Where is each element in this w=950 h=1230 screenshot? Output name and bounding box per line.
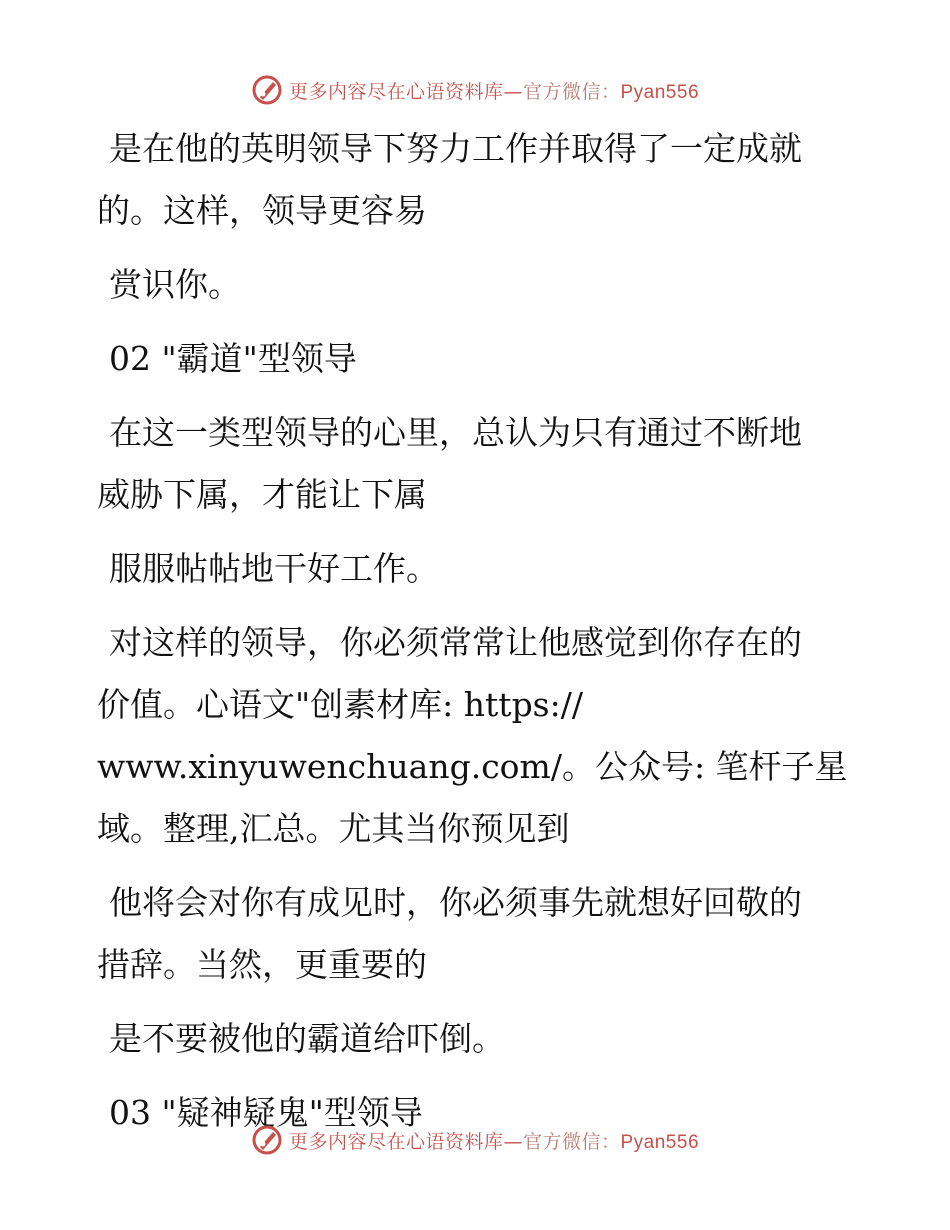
text-line: 服服帖帖地干好工作。 bbox=[109, 549, 439, 588]
footer-banner-main: 更多内容尽在心语资料库 bbox=[288, 1130, 504, 1153]
paragraph-gap bbox=[97, 996, 837, 1008]
text-line: 的。这样，领导更容易 bbox=[97, 191, 427, 230]
paragraph-gap bbox=[97, 242, 837, 254]
text-line: 赏识你。 bbox=[109, 265, 241, 304]
header-banner-wechat-id: Pyan556 bbox=[620, 81, 700, 103]
pen-logo-icon bbox=[251, 74, 283, 106]
footer-banner-separator: — bbox=[503, 1130, 523, 1153]
paragraph-gap bbox=[97, 600, 837, 612]
document-body bbox=[97, 118, 848, 1144]
paragraph-gap bbox=[97, 316, 837, 328]
paragraph-gap bbox=[97, 860, 837, 872]
text-line: 在这一类型领导的心里，总认为只有通过不断地 bbox=[109, 413, 802, 452]
footer-banner-text bbox=[289, 1127, 699, 1154]
text-line: 威胁下属，才能让下属 bbox=[97, 475, 427, 514]
text-line: 是在他的英明领导下努力工作并取得了一定成就 bbox=[109, 129, 802, 168]
header-banner-text bbox=[289, 77, 699, 104]
pen-logo-icon bbox=[251, 1124, 283, 1156]
footer-banner-inner bbox=[251, 1124, 699, 1156]
paragraph-gap bbox=[97, 526, 837, 538]
footer-banner-wechat-label: 官方微信： bbox=[522, 1130, 621, 1153]
header-banner-separator: — bbox=[503, 80, 523, 103]
header-banner-inner bbox=[251, 74, 699, 106]
header-banner-main: 更多内容尽在心语资料库 bbox=[288, 80, 504, 103]
footer-banner bbox=[0, 1120, 950, 1160]
text-line: 价值。心语文"创素材库: https:// bbox=[97, 685, 583, 724]
text-line: 他将会对你有成见时，你必须事先就想好回敬的 bbox=[109, 883, 802, 922]
paragraph-gap bbox=[97, 390, 837, 402]
section-heading: 03 "疑神疑鬼"型领导 bbox=[109, 1093, 423, 1132]
text-line: 措辞。当然，更重要的 bbox=[97, 945, 427, 984]
text-line: 是不要被他的霸道给吓倒。 bbox=[109, 1019, 505, 1058]
footer-banner-wechat-id: Pyan556 bbox=[620, 1131, 700, 1153]
text-line: 对这样的领导，你必须常常让他感觉到你存在的 bbox=[109, 623, 802, 662]
text-line: www.xinyuwenchuang.com/。公众号: 笔杆子星 bbox=[97, 747, 848, 786]
text-line: 域。整理,汇总。尤其当你预见到 bbox=[97, 809, 570, 848]
header-banner bbox=[0, 70, 950, 110]
header-banner-wechat-label: 官方微信： bbox=[522, 80, 621, 103]
paragraph-gap bbox=[97, 1070, 837, 1082]
section-heading: 02 "霸道"型领导 bbox=[109, 339, 357, 378]
